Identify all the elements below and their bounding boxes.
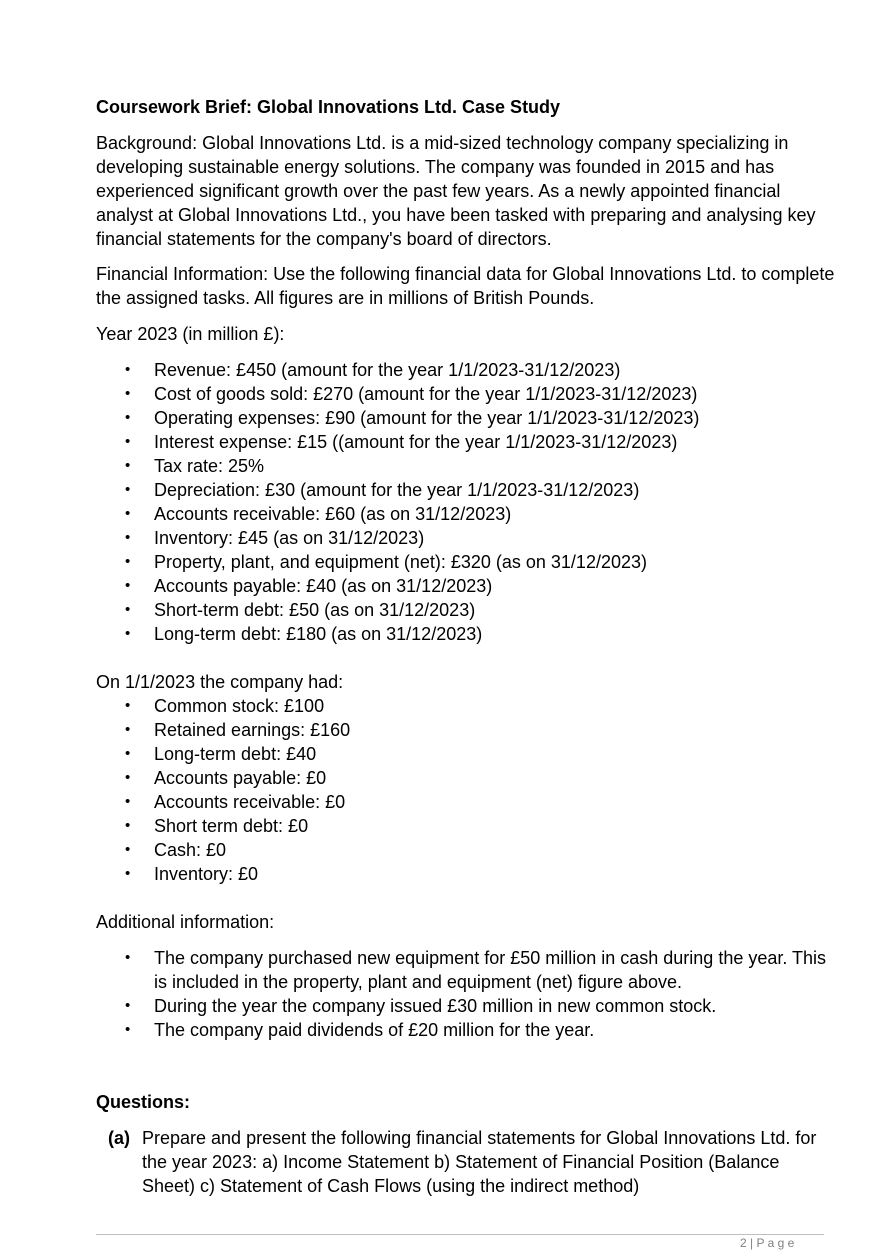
list-item: • During the year the company issued £30 million in new common stock. [96, 994, 836, 1018]
list-item: • The company purchased new equipment for £50 million in cash during the year. This is included in the property, plant and equipment (net) figure above. [96, 946, 836, 994]
list-item: • Accounts receivable: £0 [96, 790, 836, 814]
document-page [96, 95, 836, 1198]
list-item: • Revenue: £450 (amount for the year 1/1/2023-31/12/2023) [96, 358, 836, 382]
background-paragraph: Background: Global Innovations Ltd. is a mid-sized technology company specializing in developing sustainable energy solutions. The company was founded in 2015 and has experienced significant growth over the past few years. As a newly appointed financial analyst at Global Innovations Ltd., you have been tasked with preparing and analysing key financial statements for the company's board of directors. [96, 133, 816, 249]
footer-divider [96, 1234, 824, 1235]
list-item: • Common stock: £100 [96, 694, 836, 718]
additional-info-label: Additional information: [96, 912, 275, 932]
question-text: Prepare and present the following financial statements for Global Innovations Ltd. for the year 2023: a) Income Statement b) Statement of Financial Position (Balance Sheet) c) Statement of Cash Flows (using the indirect method) [142, 1128, 817, 1196]
year-2023-list [96, 358, 836, 646]
list-item: • Operating expenses: £90 (amount for the year 1/1/2023-31/12/2023) [96, 406, 836, 430]
document-title: Coursework Brief: Global Innovations Ltd. Case Study [96, 97, 561, 117]
list-item: • Cost of goods sold: £270 (amount for the year 1/1/2023-31/12/2023) [96, 382, 836, 406]
list-item: • Inventory: £0 [96, 862, 836, 886]
question-number: (a) [108, 1128, 130, 1148]
list-item: • Long-term debt: £180 (as on 31/12/2023) [96, 622, 836, 646]
list-item: • Property, plant, and equipment (net): £320 (as on 31/12/2023) [96, 550, 836, 574]
question-a [96, 1126, 836, 1198]
list-item: • Accounts payable: £0 [96, 766, 836, 790]
list-item: • Tax rate: 25% [96, 454, 836, 478]
list-item: • Accounts payable: £40 (as on 31/12/2023) [96, 574, 836, 598]
list-item: • Short-term debt: £50 (as on 31/12/2023) [96, 598, 836, 622]
list-item: • Short term debt: £0 [96, 814, 836, 838]
additional-info-list [96, 946, 836, 1042]
questions-heading: Questions: [96, 1092, 191, 1112]
list-item: • Retained earnings: £160 [96, 718, 836, 742]
list-item: • Inventory: £45 (as on 31/12/2023) [96, 526, 836, 550]
list-item: • Long-term debt: £40 [96, 742, 836, 766]
page-number: 2 | P a g e [740, 1236, 795, 1250]
opening-balance-list [96, 694, 836, 886]
list-item: • Accounts receivable: £60 (as on 31/12/2023) [96, 502, 836, 526]
year-label: Year 2023 (in million £): [96, 324, 285, 344]
financial-info-paragraph: Financial Information: Use the following financial data for Global Innovations Ltd. to complete the assigned tasks. All figures are in millions of British Pounds. [96, 264, 835, 308]
list-item: • Depreciation: £30 (amount for the year 1/1/2023-31/12/2023) [96, 478, 836, 502]
list-item: • The company paid dividends of £20 million for the year. [96, 1018, 836, 1042]
list-item: • Cash: £0 [96, 838, 836, 862]
list-item: • Interest expense: £15 ((amount for the year 1/1/2023-31/12/2023) [96, 430, 836, 454]
opening-balance-label: On 1/1/2023 the company had: [96, 672, 344, 692]
